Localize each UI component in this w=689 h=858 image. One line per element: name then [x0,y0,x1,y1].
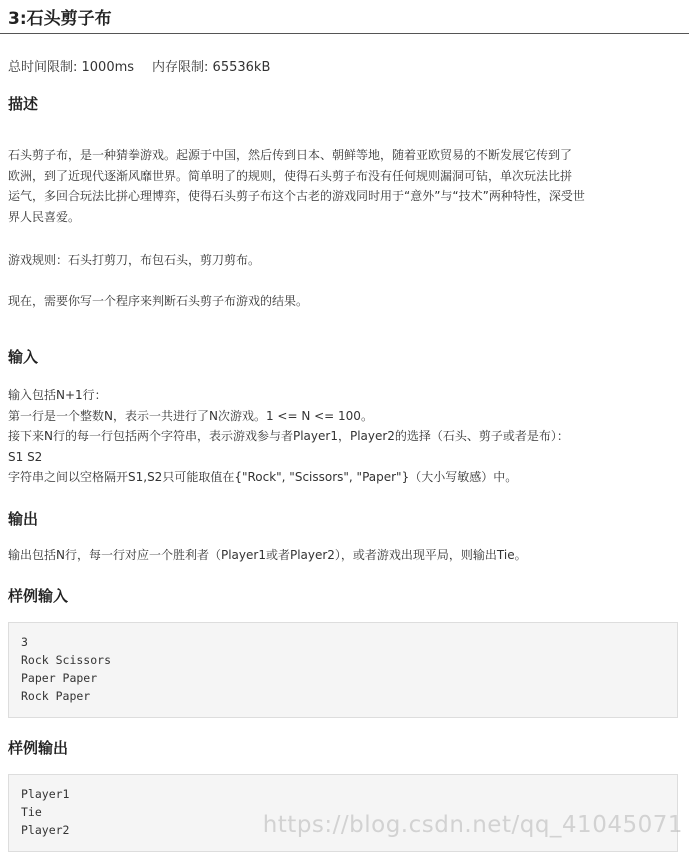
input-line: 字符串之间以空格隔开S1,S2只可能取值在{"Rock", "Scissors", "Paper"}（大小写敏感）中。 [8,470,518,484]
sample-output-heading: 样例输出 [8,739,69,757]
description-line: 欧洲，到了近现代逐渐风靡世界。简单明了的规则，使得石头剪子布没有任何规则漏洞可钻，单次玩法比拼 [8,168,573,183]
input-line: 接下来N行的每一行包括两个字符串，表示游戏参与者Player1，Player2的选择（石头、剪子或者是布）： [8,429,569,443]
input-heading: 输入 [8,348,39,366]
sample-input-line: Rock Scissors [21,653,112,667]
input-line: S1 S2 [8,449,43,464]
input-line: 第一行是一个整数N，表示一共进行了N次游戏。1 <= N <= 100。 [8,408,373,423]
description-heading: 描述 [8,95,39,113]
page-title: 3:石头剪子布 [8,9,112,29]
watermark: https://blog.csdn.net/qq_41045071 [262,812,683,838]
description-paragraph-1 [8,145,683,227]
sample-input-block [8,622,678,718]
input-line: 输入包括N+1行： [8,388,107,402]
description-paragraph-3 [8,291,683,312]
output-text: 输出包括N行，每一行对应一个胜利者（Player1或者Player2），或者游戏出现平局，则输出Tie。 [8,548,527,562]
sample-output-line: Player1 [21,787,70,801]
memory-limit: 内存限制: 65536kB [152,60,271,75]
title-bar [0,0,689,34]
output-description [8,545,683,566]
limits-row [8,56,270,75]
sample-output-line: Player2 [21,823,70,837]
sample-input-line: Paper Paper [21,671,98,685]
sample-input-line: Rock Paper [21,689,91,703]
description-line: 石头剪子布，是一种猜拳游戏。起源于中国，然后传到日本、朝鲜等地，随着亚欧贸易的不断发展它传到了 [8,148,573,162]
sample-input-heading: 样例输入 [8,587,69,605]
sample-output-line: Tie [21,805,42,819]
description-line: 运气，多回合玩法比拼心理博弈，使得石头剪子布这个古老的游戏同时用于“意外”与“技术”两种特性，深受世 [8,189,585,203]
output-heading: 输出 [8,510,39,528]
input-description [8,385,683,488]
task-text: 现在，需要你写一个程序来判断石头剪子布游戏的结果。 [8,294,309,308]
description-line: 界人民喜爱。 [8,209,81,224]
time-limit: 总时间限制: 1000ms [8,60,135,75]
rules-text: 游戏规则：石头打剪刀，布包石头，剪刀剪布。 [8,253,261,267]
description-paragraph-2 [8,250,683,271]
sample-input-line: 3 [21,635,28,649]
